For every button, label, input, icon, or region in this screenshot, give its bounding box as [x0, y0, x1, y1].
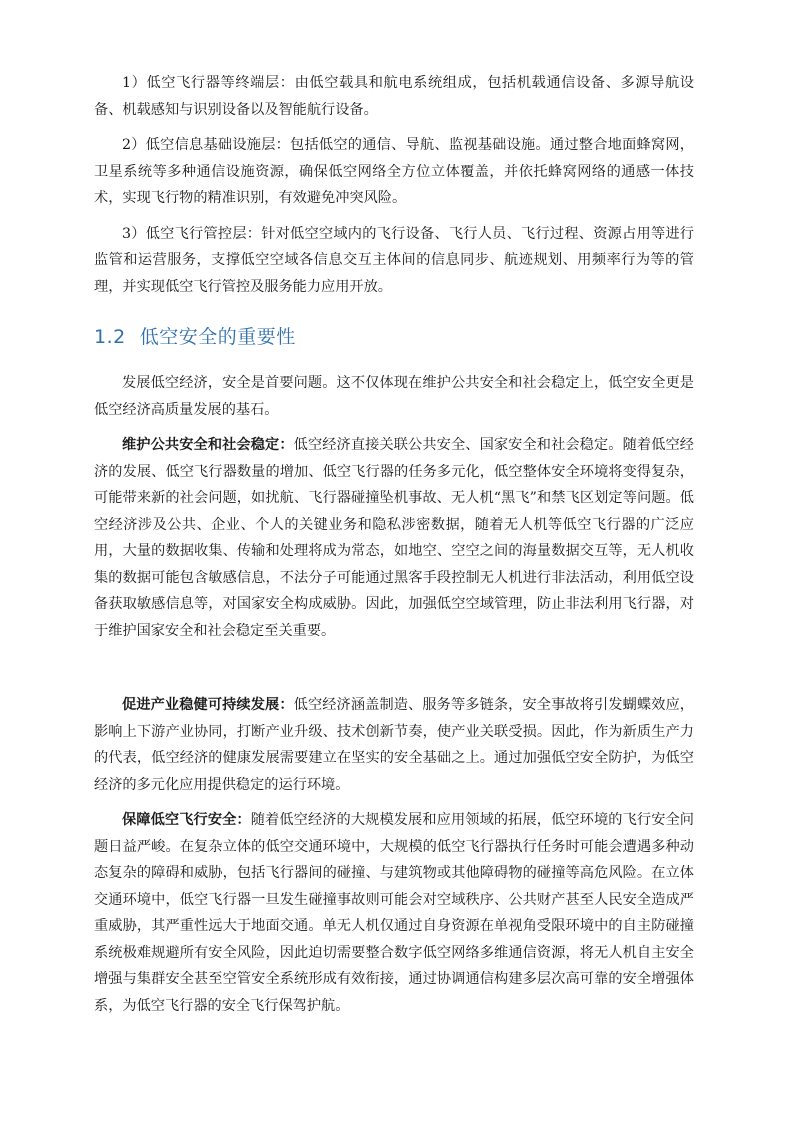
paragraph-infrastructure-layer: 2）低空信息基础设施层：包括低空的通信、导航、监视基础设施。通过整合地面蜂窝网，卫星系统等多种通信设施资源，确保低空网络全方位立体覆盖，并依托蜂窝网络的通感一体技术，实现飞行物的精准识别，有效避免冲突风险。: [94, 137, 694, 206]
point-lead: 保障低空飞行安全：: [122, 812, 251, 828]
section-number: 1.2: [94, 326, 126, 348]
document-page: [94, 70, 694, 1019]
point-lead: 维护公共安全和社会稳定：: [122, 437, 294, 453]
point-industry-development: [94, 692, 694, 798]
point-flight-safety: [94, 807, 694, 1019]
section-heading: [94, 324, 694, 350]
point-text: 低空经济直接关联公共安全、国家安全和社会稳定。随着低空经济的发展、低空飞行器数量的增加、低空飞行器的任务多元化，低空整体安全环境将变得复杂，可能带来新的社会问题，如扰航、飞行器碰撞坠机事故、无人机“黑飞”和禁飞区划定等问题。低空经济涉及公共、企业、个人的关键业务和隐私涉密数据，随着无人机等低空飞行器的广泛应用，大量的数据收集、传输和处理将成为常态，如地空、空空之间的海量数据交互等，无人机收集的数据可能包含敏感信息，不法分子可能通过黑客手段控制无人机进行非法活动，利用低空设备获取敏感信息等，对国家安全构成威胁。因此，加强低空空域管理，防止非法利用飞行器，对于维护国家安全和社会稳定至关重要。: [94, 437, 694, 639]
intro-paragraph: 发展低空经济，安全是首要问题。这不仅体现在维护公共安全和社会稳定上，低空安全更是低空经济高质量发展的基石。: [94, 375, 694, 418]
section-title: 低空安全的重要性: [139, 326, 296, 348]
point-text: 低空经济涵盖制造、服务等多链条，安全事故将引发蝴蝶效应，影响上下游产业协同，打断产业升级、技术创新节奏，使产业关联受损。因此，作为新质生产力的代表，低空经济的健康发展需要建立在坚实的安全基础之上。通过加强低空安全防护，为低空经济的多元化应用提供稳定的运行环境。: [94, 697, 694, 793]
point-public-safety: [94, 432, 694, 644]
point-text: 随着低空经济的大规模发展和应用领域的拓展，低空环境的飞行安全问题日益严峻。在复杂立体的低空交通环境中，大规模的低空飞行器执行任务时可能会遭遇多种动态复杂的障碍和威胁，包括飞行器间的碰撞、与建筑物或其他障碍物的碰撞等高危风险。在立体交通环境中，低空飞行器一旦发生碰撞事故则可能会对空域秩序、公共财产甚至人民安全造成严重威胁，其严重性远大于地面交通。单无人机仅通过自身资源在单视角受限环境中的自主防碰撞系统极难规避所有安全风险，因此迫切需要整合数字低空网络多维通信资源，将无人机自主安全增强与集群安全甚至空管安全系统形成有效衔接，通过协调通信构建多层次高可靠的安全增强体系，为低空飞行器的安全飞行保驾护航。: [94, 812, 694, 1014]
point-lead: 促进产业稳健可持续发展：: [122, 697, 294, 713]
paragraph-control-layer: 3）低空飞行管控层：针对低空空域内的飞行设备、飞行人员、飞行过程、资源占用等进行监管和运营服务，支撑低空空域各信息交互主体间的信息同步、航迹规划、用频率行为等的管理，并实现低空飞行管控及服务能力应用开放。: [94, 225, 694, 295]
paragraph-terminal-layer: 1）低空飞行器等终端层：由低空载具和航电系统组成，包括机载通信设备、多源导航设备、机载感知与识别设备以及智能航行设备。: [94, 75, 694, 118]
